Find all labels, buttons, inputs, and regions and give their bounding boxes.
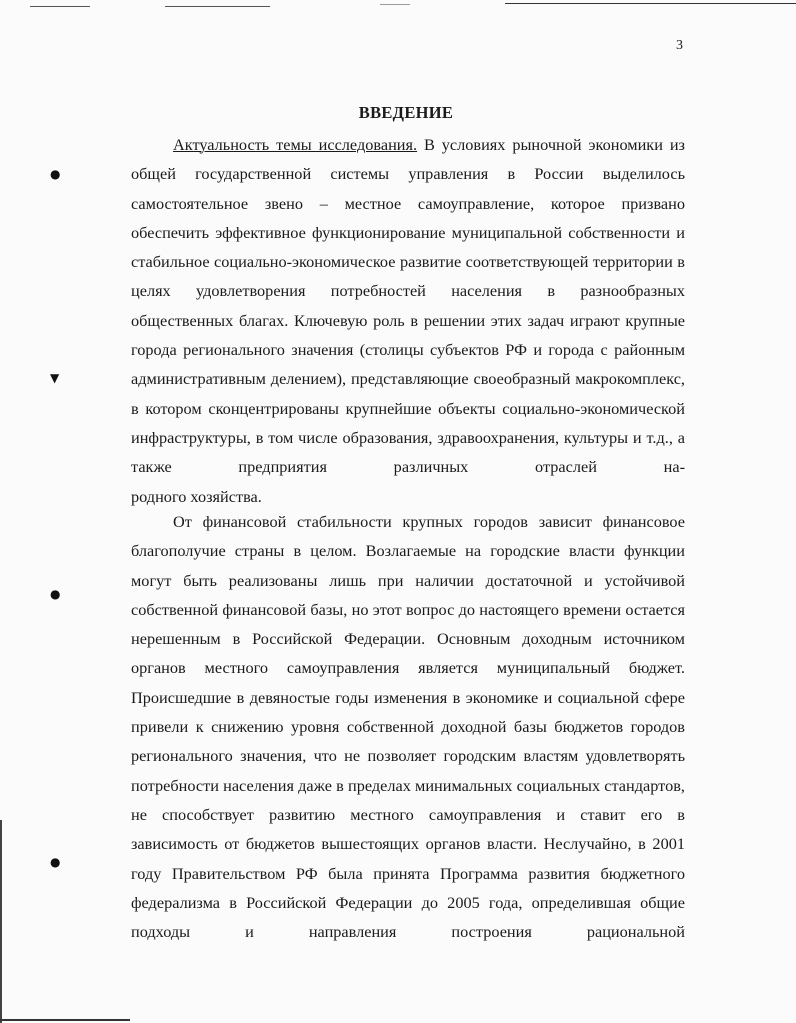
binding-arrow-icon: ▼ [50,371,60,385]
binding-dot-icon: ● [50,855,61,869]
scan-artifact-line [165,6,270,7]
page-number: 3 [676,38,683,53]
paragraph-financial-stability [131,507,685,946]
section-heading: ВВЕДЕНИЕ [358,103,454,122]
paragraph-body: От финансовой стабильности крупных городов зависит финансовое благополучие страны в целом. Возлагаемые на городские власти функции могут быть реализованы лишь при наличии достаточной и устойчивой собственной финансовой базы, но этот вопрос до настоящего времени остается нерешенным в Российской Федерации. Основным доходным источником органов местного самоуправления является муниципальный бюджет. Происшедшие в девяностые годы изменения в экономике и социальной сфере привели к снижению уровня собственной доходной базы бюджетов городов регионального значения, что не позволяет городским властям удовлетворять потребности населения даже в пределах минимальных социальных стандартов, не способствует развитию местного самоуправления и ставит его в зависимость от бюджетов вышестоящих органов власти. Неслучайно, в 2001 году Правительством РФ была принята Программа развития бюджетного федерализма в Российской Федерации до 2005 года, определившая общие подходы и направления построения рациональной [131,512,685,942]
scan-edge-bottom [0,1019,130,1021]
scan-artifact-line [505,3,796,4]
scan-edge-left [0,820,2,1023]
scan-artifact-line [30,6,90,7]
paragraph-relevance [131,130,685,511]
binding-dot-icon: ● [50,167,61,181]
paragraph-last-line: родного хозяйства. [131,486,262,506]
scan-artifact-line [380,4,410,5]
binding-dot-icon: ● [50,587,61,601]
paragraph-body: В условиях рыночной экономики из общей государственной системы управления в России выделилось самостоятельное звено – местное самоуправление, которое призвано обеспечить эффективное функционирование муниципальной собственности и стабильное социально-экономическое развитие соответствующей территории в целях удовлетворения потребностей населения в разнообразных общественных благах. Ключевую роль в решении этих задач играют крупные города регионального значения (столицы субъектов РФ и города с районным административным делением), представляющие своеобразный макрокомплекс, в котором сконцентрированы крупнейшие объекты социально-экономической инфраструктуры, в том числе образования, здравоохранения, культуры и т.д., а также предприятия различных отраслей на- [131,135,685,477]
lead-phrase: Актуальность темы исследования. [173,135,418,154]
